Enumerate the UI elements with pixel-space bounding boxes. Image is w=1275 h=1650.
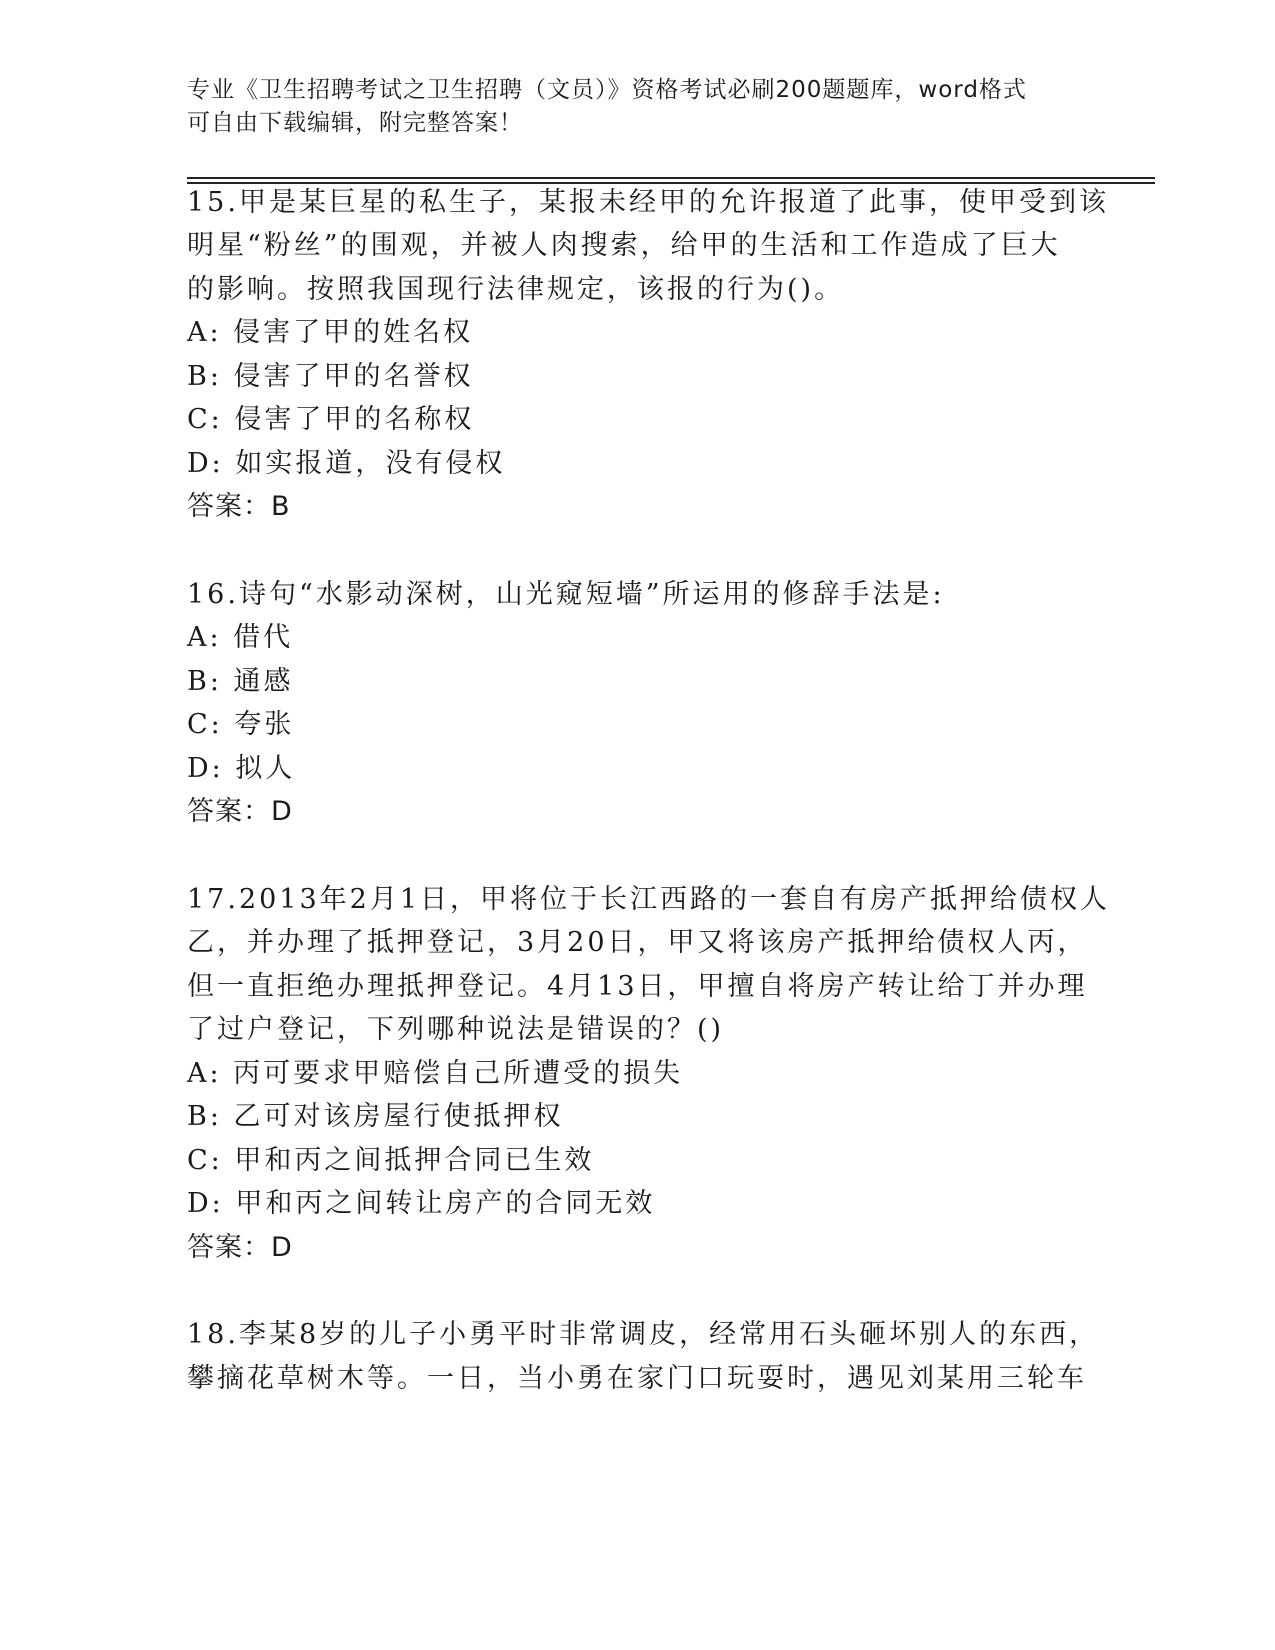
question-15-option-b: B: 侵害了甲的名誉权 bbox=[187, 361, 474, 392]
question-17-line-1: 17.2013年2月1日，甲将位于长江西路的一套自有房产抵押给债权人 bbox=[187, 884, 1111, 915]
question-15-option-d: D: 如实报道，没有侵权 bbox=[187, 448, 506, 479]
header-line-1: 专业《卫生招聘考试之卫生招聘（文员）》资格考试必刷200题题库，word格式 bbox=[187, 77, 1027, 103]
question-17-line-4: 了过户登记，下列哪种说法是错误的？() bbox=[187, 1014, 725, 1045]
question-18-line-2: 攀摘花草树木等。一日，当小勇在家门口玩耍时，遇见刘某用三轮车 bbox=[187, 1363, 1087, 1394]
question-18-line-1: 18.李某8岁的儿子小勇平时非常调皮，经常用石头砸坏别人的东西， bbox=[187, 1319, 1100, 1350]
question-16-option-a: A: 借代 bbox=[187, 622, 294, 653]
question-17-line-2: 乙，并办理了抵押登记，3月20日，甲又将该房产抵押给债权人丙， bbox=[187, 927, 1088, 958]
question-15-option-a: A: 侵害了甲的姓名权 bbox=[187, 317, 474, 348]
question-17-line-3: 但一直拒绝办理抵押登记。4月13日，甲擅自将房产转让给丁并办理 bbox=[187, 971, 1088, 1002]
question-16-option-d: D: 拟人 bbox=[187, 753, 296, 784]
question-15-line-1: 15.甲是某巨星的私生子，某报未经甲的允许报道了此事，使甲受到该 bbox=[187, 187, 1109, 218]
document-header bbox=[187, 74, 1087, 140]
question-16-line-1: 16.诗句“水影动深树，山光窥短墙”所运用的修辞手法是: bbox=[187, 579, 945, 610]
question-15-line-2: 明星“粉丝”的围观，并被人肉搜索，给甲的生活和工作造成了巨大 bbox=[187, 230, 1061, 261]
question-15-option-c: C: 侵害了甲的名称权 bbox=[187, 404, 475, 435]
question-17-option-b: B: 乙可对该房屋行使抵押权 bbox=[187, 1101, 564, 1132]
question-16-option-b: B: 通感 bbox=[187, 666, 294, 697]
header-divider-top bbox=[187, 177, 1155, 179]
header-line-2: 可自由下载编辑，附完整答案！ bbox=[187, 110, 523, 136]
question-17-answer: 答案：D bbox=[187, 1232, 293, 1263]
question-16-answer: 答案：D bbox=[187, 796, 293, 827]
question-17-option-a: A: 丙可要求甲赔偿自己所遭受的损失 bbox=[187, 1058, 684, 1089]
question-15-line-3: 的影响。按照我国现行法律规定，该报的行为()。 bbox=[187, 274, 845, 305]
question-15-answer: 答案：B bbox=[187, 491, 291, 522]
question-17-option-d: D: 甲和丙之间转让房产的合同无效 bbox=[187, 1188, 656, 1219]
header-divider-bottom bbox=[187, 182, 1155, 184]
question-17-option-c: C: 甲和丙之间抵押合同已生效 bbox=[187, 1145, 595, 1176]
question-16-option-c: C: 夸张 bbox=[187, 709, 295, 740]
